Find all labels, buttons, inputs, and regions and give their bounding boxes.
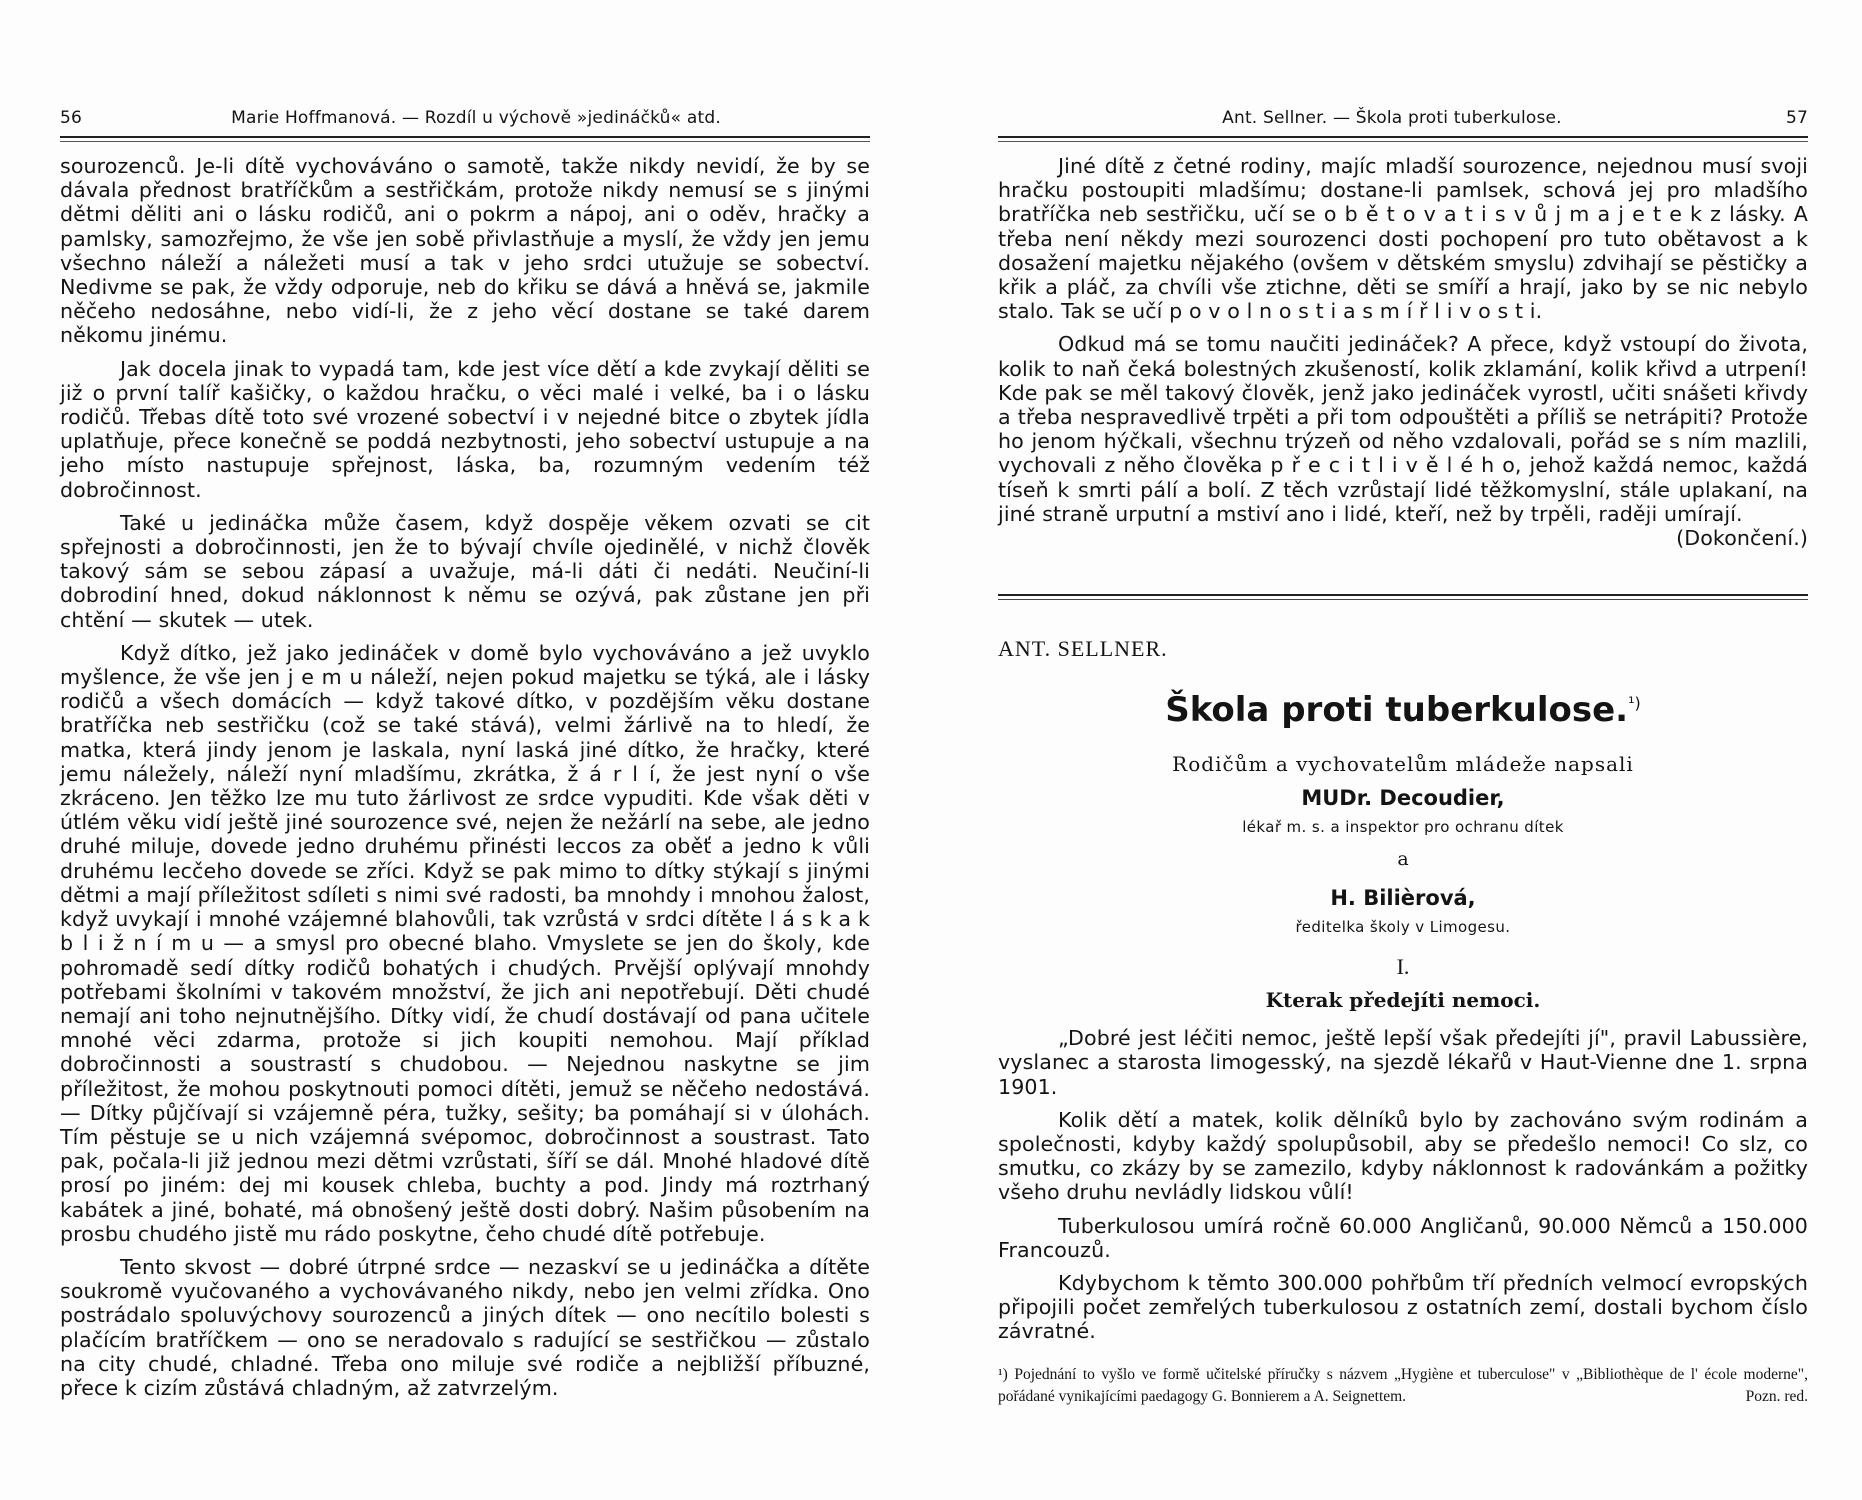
authors-conjunction: a bbox=[1397, 848, 1409, 871]
continuation-note: (Dokončení.) bbox=[1676, 526, 1808, 551]
left-page bbox=[60, 108, 870, 1409]
author2-role: ředitelka školy v Limogesu. bbox=[1295, 918, 1511, 937]
right-running-head-title: Ant. Sellner. — Škola proti tuberkulose. bbox=[1222, 108, 1562, 128]
author1-role: lékař m. s. a inspektor pro ochranu dítek bbox=[1242, 818, 1564, 837]
footnote-signature: Pozn. red. bbox=[1745, 1387, 1808, 1405]
right-paragraph: Kolik dětí a matek, kolik dělníků bylo by zachováno svým rodinám a společnosti, kdyby každý spolupůsobil, aby se předešlo nemoci! Co slz, co smutku, co zkázy by se zamezilo, kdyby náklonnost k radovánkám a požitky všeho druhu nevládly lidskou vůlí! bbox=[998, 1107, 1808, 1205]
author2-name: H. Bilièrová, bbox=[1330, 886, 1476, 911]
section-divider bbox=[998, 594, 1808, 600]
right-paragraph: Jiné dítě z četné rodiny, majíc mladší sourozence, nejednou musí svoji hračku postoupiti mladšímu; dostane-li pamlsek, schová jej pro mladšího bratříčka neb sestřičku, učí se o b ě t o v a t i s v ů j m a j e t e k z lásky. A třeba není někdy mezi sourozenci dosti pochopení pro tuto obětavost a k dosažení majetku nějakého (ovšem v dětském smyslu) zdvihají se pěstičky a křik a pláč, za chvíli vše ztichne, děti se smíří a hrají, jako by se nic nebylo stalo. Tak se učí p o v o l n o s t i a s m í ř l i v o s t i. bbox=[998, 154, 1808, 324]
left-page-number: 56 bbox=[60, 108, 83, 128]
right-header-rule-thin bbox=[998, 141, 1808, 142]
left-paragraph: Když dítko, jež jako jedináček v domě bylo vychováváno a jež uvyklo myšlence, že vše jen j e m u náleží, nejen pokud majetku se týká, ale i lásky rodičů a všech domácích — když takové dítko, v pozdějším věku dostane bratříčka neb sestřičku (což se také stává), velmi žárlivě na to hledí, že matka, která jindy jenom je laskala, nyní laská jiné dítko, že hračky, které jemu náležely, náleží nyní mladšímu, zkrátka, ž á r l í, že jest nyní o vše zkráceno. Jen těžko lze mu tuto žárlivost ze srdce vypuditi. Kde však děti v útlém věku vidí ještě jiné sourozence své, nejen že nežárlí na sebe, ale jedno druhé miluje, dovede jedno druhému přinésti leccos za oběť a jedno k vůli druhému lecčeho dovede se zříci. Když se pak mimo to dítky stýkají s jinými dětmi a mají příležitost sdíleti s nimi své radosti, ba mnohdy i mnohou žalost, když uvykají i mnohé vzájemné blahovůli, tak vzrůstá v srdci dítěte l á s k a k b l i ž n í m u — a smysl pro obecné blaho. Vmyslete se jen do školy, kde pohromadě sedí dítky rodičů bohatých i chudých. Prvější oplývají mnohdy potřebami školními v takovém množství, že jich ani nepotřebují. Děti chudé nemají ani toho nejnutnějšího. Dítky vidí, že chudí dostávají od pana učitele mnohé věci zdarma, protože si jich koupiti nemohou. Mají příklad dobročinnosti a soustrastí s chudobou. — Nejednou naskytne se jim příležitost, že mohou poskytnouti pomoci dítěti, jemuž se něčeho nedostává. — Dítky půjčívají si vzájemně péra, tužky, sešity; ba pomáhají si v úlohách. Tím pěstuje se u nich vzájemná svépomoc, dobročinnost a soustrast. Tato pak, počala-li již jednou mezi dětmi vzrůstati, šíří se dál. Mnohé hladové dítě prosí po jiném: dej mi kousek chleba, buchty a pod. Jindy má roztrhaný kabátek a jiné, bohaté, má obnošený ještě dosti dobrý. Našim působením na prosbu chudého jistě mu rádo poskytne, čeho chudé dítě potřebuje. bbox=[60, 640, 870, 1246]
right-paragraph: Tuberkulosou umírá ročně 60.000 Angličanů, 90.000 Němců a 150.000 Francouzů. bbox=[998, 1213, 1808, 1262]
right-page bbox=[998, 108, 1808, 1408]
left-running-head-title: Marie Hoffmanová. — Rozdíl u výchově »jedináčků« atd. bbox=[231, 108, 721, 128]
left-paragraph: Jak docela jinak to vypadá tam, kde jest více dětí a kde zvykají děliti se již o první talíř kašičky, o každou hračku, o věci malé i velké, ba i o lásku rodičů. Třebas dítě toto své vrozené sobectví i v nejedné bitce o zbytek jídla uplatňuje, přece konečně se poddá nezbytnosti, jeho sobectví ustupuje a na jeho místo nastupuje spřejnost, láska, ba, rozumným vedením též dobročinnost. bbox=[60, 356, 870, 502]
left-running-header bbox=[60, 108, 870, 130]
footnote-text: ¹) Pojednání to vyšlo ve formě učitelské příručky s názvem „Hygiène et tuberculose" v „Bibliothèque de l' école moderne", pořádané vynikajícími paedagogy G. Bonnierem a A. Seignettem. bbox=[998, 1365, 1808, 1405]
article-title-footnote-mark: ¹) bbox=[1628, 693, 1641, 713]
article-title bbox=[998, 690, 1808, 730]
article-byline: Rodičům a vychovatelům mládeže napsali bbox=[1172, 752, 1634, 777]
right-header-rule bbox=[998, 136, 1808, 138]
right-body-text-bottom bbox=[998, 1026, 1808, 1343]
left-paragraph: Také u jedináčka může časem, když dospěje věkem ozvati se cit spřejnosti a dobročinnosti, jen že to bývají chvíle ojedinělé, v nichž člověk takový sám se sebou zápasí a uvažuje, má-li dáti či nedáti. Neučiní-li dobrodiní hned, dokud náklonnost k němu se ozývá, pak zůstane jen při chtění — skutek — utek. bbox=[60, 510, 870, 632]
right-body-text-top bbox=[998, 154, 1808, 550]
left-paragraph: sourozenců. Je-li dítě vychováváno o samotě, takže nikdy nevidí, že by se dávala přednost bratříčkům a sestřičkám, protože nikdy nemusí se s jinými dětmi děliti ani o lásku rodičů, ani o pokrm a nápoj, ani o oděv, hračky a pamlsky, samozřejmo, že vše jen sobě přivlastňuje a myslí, že vždy jen jemu všechno náleží a náležeti musí a tak v jeho srdci utužuje se sobectví. Nedivme se pak, že vždy odporuje, neb do křiku se dává a hněvá se, jakmile něčeho nedosáhne, nebo vidí-li, že z jeho věcí dostane se také darem někomu jinému. bbox=[60, 154, 870, 348]
left-header-rule bbox=[60, 136, 870, 138]
left-body-text bbox=[60, 154, 870, 1400]
continuation-line bbox=[998, 526, 1808, 550]
right-page-number: 57 bbox=[1785, 108, 1808, 128]
article-author: ANT. SELLNER. bbox=[998, 636, 1168, 662]
right-paragraph: Odkud má se tomu naučiti jedináček? A přece, když vstoupí do života, kolik to naň čeká bolestných zkušeností, kolik zklamání, kolik křivd a utrpení! Kde pak se měl takový člověk, jenž jako jedináček vyrostl, učiti snášeti křivdy a třeba nespravedlivě trpěti a při tom odpouštěti a příliš se netrápiti? Protože ho jenom hýčkali, všechnu trýzeň od něho vzdalovali, pořád se s ním mazlili, vychovali z něho člověka p ř e c i t l i v ě l é h o, jehož každá nemoc, každá tíseň k smrti pálí a bolí. Z těch vzrůstají lidé těžkomyslní, stále uplakaní, na jiné straně urputní a mstiví ano i lidé, kteří, než by trpěli, raději umírají. bbox=[998, 332, 1808, 526]
section-number: I. bbox=[1396, 954, 1410, 980]
right-running-header bbox=[998, 108, 1808, 130]
right-paragraph: Kdybychom k těmto 300.000 pohřbům tří předních velmocí evropských připojili počet zemřelých tuberkulosou z ostatních zemí, dostali bychom číslo závratné. bbox=[998, 1271, 1808, 1344]
left-paragraph: Tento skvost — dobré útrpné srdce — nezaskví se u jedináčka a dítěte soukromě vyučovaného a vychovávaného nikdy, nebo jen velmi zřídka. Ono postrádalo spoluvýchovy sourozenců a jiných dítek — ono necítilo bolesti s plačícím bratříčkem — ono se neradovalo s radující se sestřičkou — zůstalo na city chudé, chladné. Třeba ono miluje své rodiče a nejbližší příbuzné, přece k cizím zůstává chladným, až zatvrzelým. bbox=[60, 1254, 870, 1400]
right-paragraph: „Dobré jest léčiti nemoc, ještě lepší však předejíti jí", pravil Labussière, vyslanec a starosta limogesský, na sjezdě lékařů v Haut-Vienne dne 1. srpna 1901. bbox=[998, 1026, 1808, 1099]
article-title-text: Škola proti tuberkulose. bbox=[1165, 690, 1629, 731]
author1-name: MUDr. Decoudier, bbox=[1301, 786, 1505, 811]
section-title: Kterak předejíti nemoci. bbox=[1265, 988, 1541, 1013]
left-header-rule-thin bbox=[60, 141, 870, 142]
footnote bbox=[998, 1364, 1808, 1408]
